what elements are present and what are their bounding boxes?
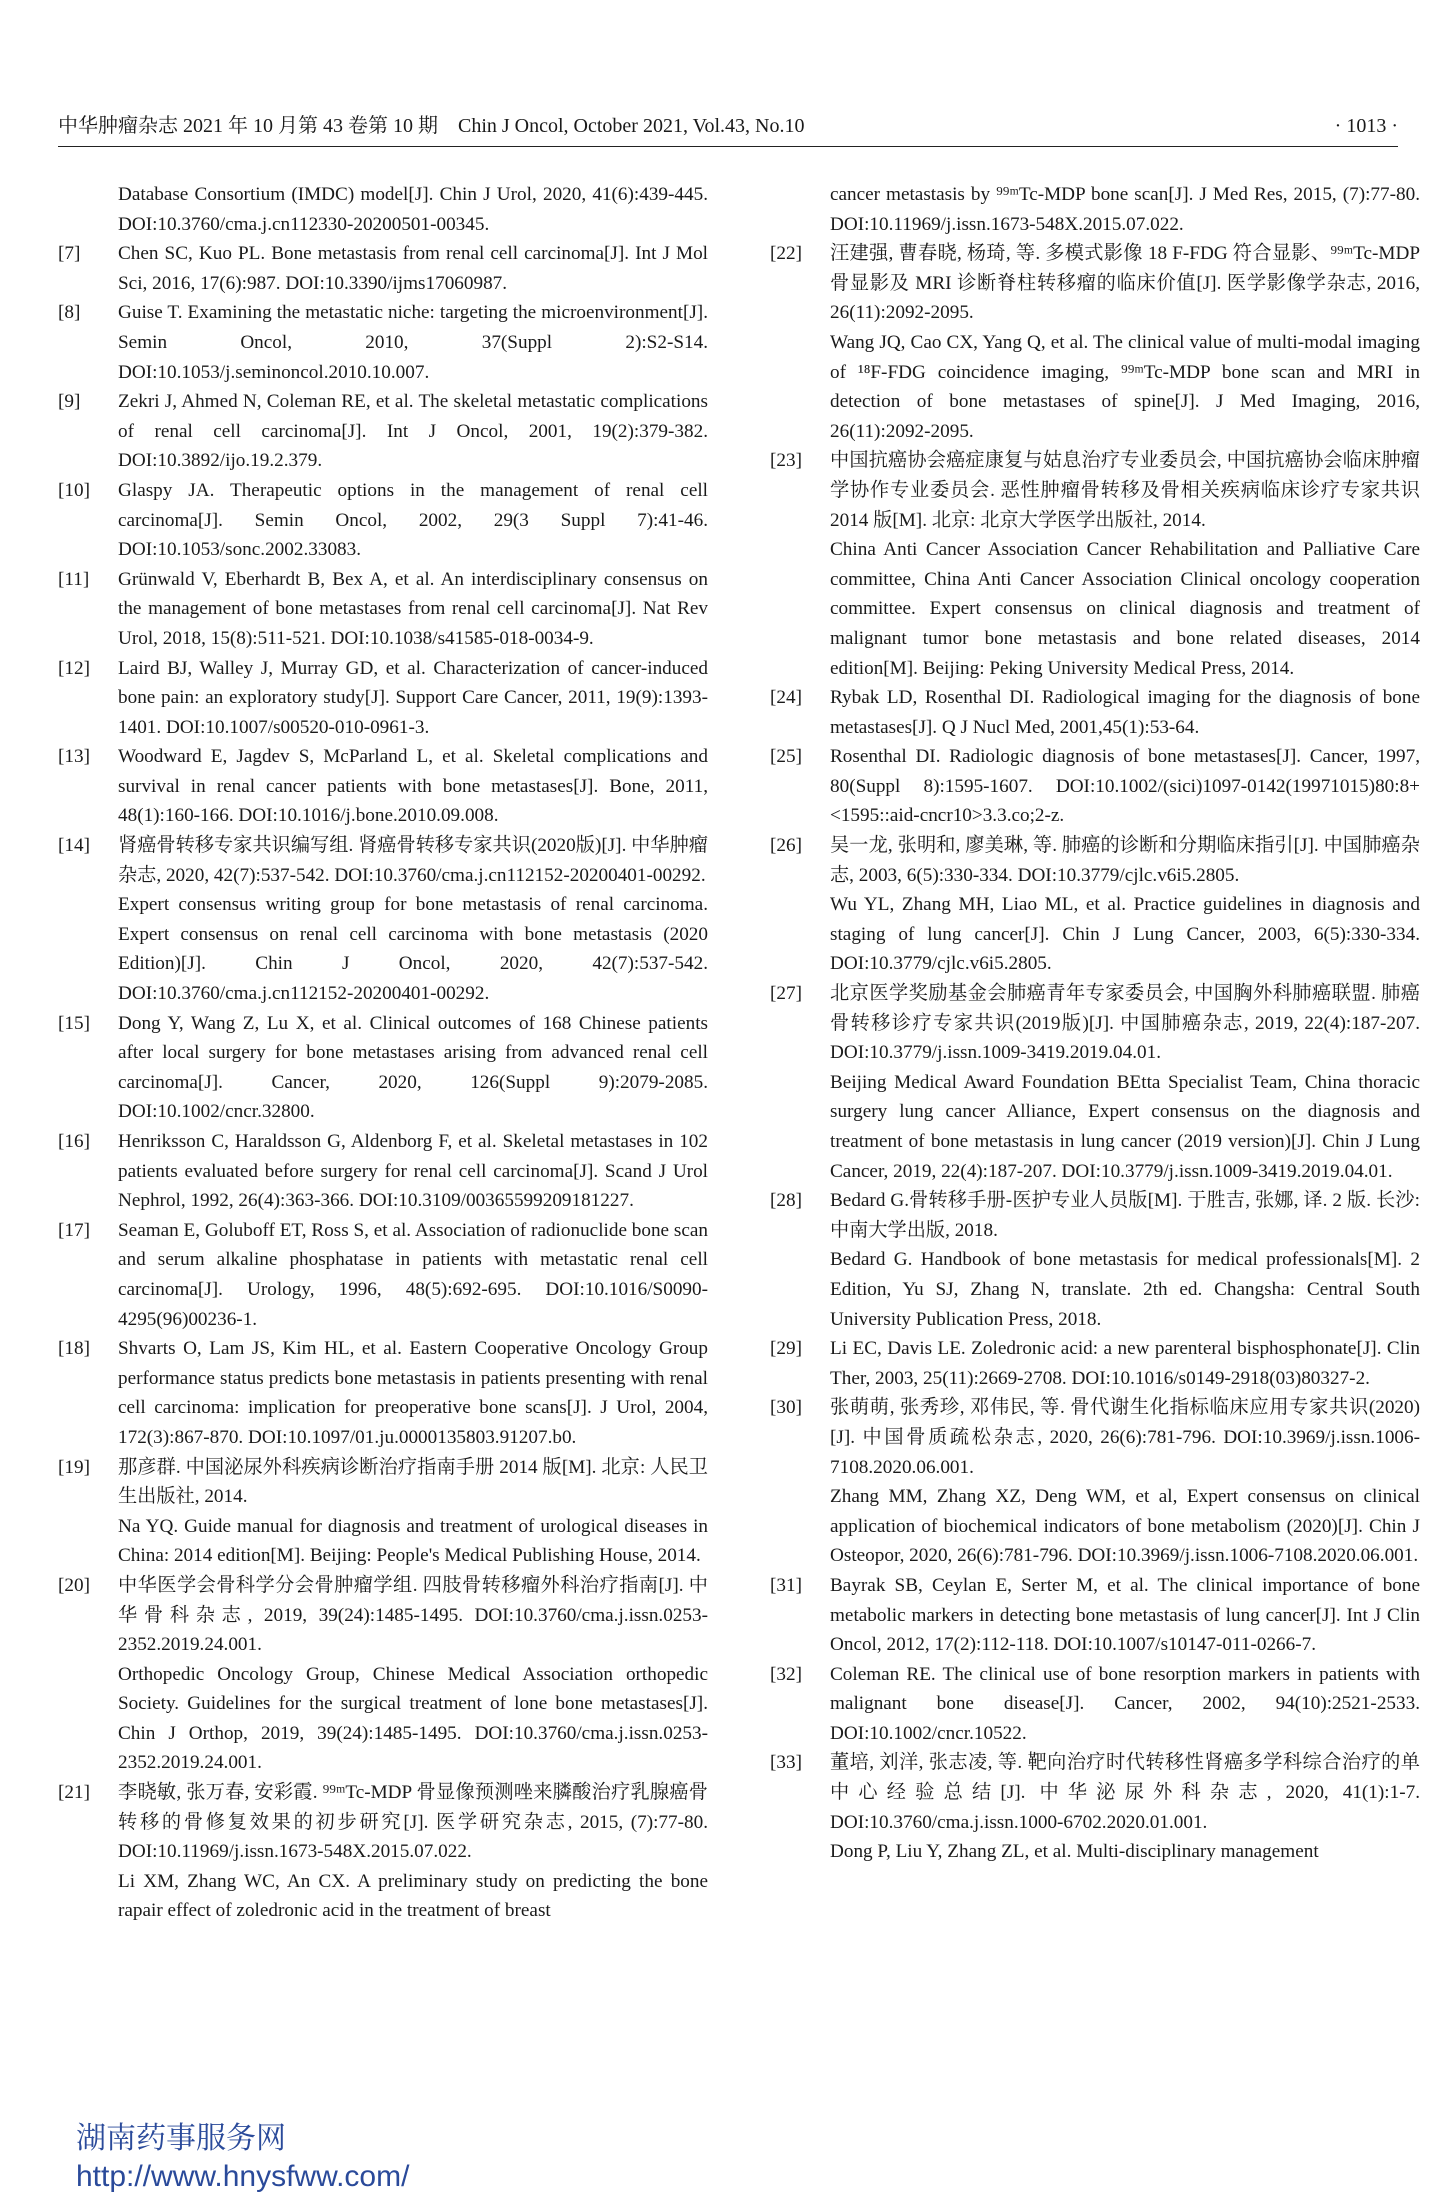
reference-text: 那彦群. 中国泌尿外科疾病诊断治疗指南手册 2014 版[M]. 北京: 人民卫生出版社, 2014. [118,1456,708,1508]
reference-number: [19] [58,1456,90,1478]
reference-item [770,1571,1420,1660]
reference-text: 肾癌骨转移专家共识编写组. 肾癌骨转移专家共识(2020版)[J]. 中华肿瘤杂志, 2020, 42(7):537-542. DOI:10.3760/cma.j.cn112152-20200401-00292. [118,835,708,886]
reference-english-translation: Bedard G. Handbook of bone metastasis for medical professionals[M]. 2 Edition, Yu SJ, Zhang N, translate. 2th ed. Changsha: Central South University Publication Press, 2018. [830,1249,1420,1330]
reference-number: [24] [770,687,802,709]
reference-column-right [770,180,1420,1867]
reference-text: Zekri J, Ahmed N, Coleman RE, et al. The skeletal metastatic complications of renal cell carcinoma[J]. Int J Oncol, 2001, 19(2):379-382. DOI:10.3892/ijo.19.2.379. [118,391,708,472]
reference-text: Bedard G.骨转移手册-医护专业人员版[M]. 于胜吉, 张娜, 译. 2 版. 长沙: 中南大学出版, 2018. [830,1190,1420,1241]
reference-item [58,1009,708,1127]
watermark-url[interactable]: http://www.hnysfww.com/ [76,2160,410,2193]
reference-number: [15] [58,1012,90,1034]
reference-number: [7] [58,243,81,265]
reference-text: 吴一龙, 张明和, 廖美琳, 等. 肺癌的诊断和分期临床指引[J]. 中国肺癌杂志, 2003, 6(5):330-334. DOI:10.3779/cjlc.v6i5.2805. [830,835,1420,886]
reference-text: Laird BJ, Walley J, Murray GD, et al. Characterization of cancer-induced bone pain: an exploratory study[J]. Support Care Cancer, 2011, 19(9):1393-1401. DOI:10.1007/s00520-010-0961-3. [118,657,708,738]
reference-number: [9] [58,391,81,413]
reference-text: Grünwald V, Eberhardt B, Bex A, et al. An interdisciplinary consensus on the management of bone metastases from renal cell carcinoma[J]. Nat Rev Urol, 2018, 15(8):511-521. DOI:10.1038/s41585-018-0034-9. [118,568,708,649]
reference-text: Rybak LD, Rosenthal DI. Radiological imaging for the diagnosis of bone metastases[J]. Q J Nucl Med, 2001,45(1):53-64. [830,687,1420,738]
reference-item [770,831,1420,979]
reference-number: [28] [770,1190,802,1212]
reference-number: [31] [770,1574,802,1596]
reference-number: [12] [58,657,90,679]
reference-text: 中华医学会骨科学分会骨肿瘤学组. 四肢骨转移瘤外科治疗指南[J]. 中华骨科杂志, 2019, 39(24):1485-1495. DOI:10.3760/cma.j.issn.0253-2352.2019.24.001. [118,1574,708,1656]
reference-number: [25] [770,746,802,768]
reference-number: [18] [58,1338,90,1360]
reference-text: Shvarts O, Lam JS, Kim HL, et al. Eastern Cooperative Oncology Group performance status predicts bone metastasis in patients presenting with renal cell carcinoma: implication for preoperative bone scans[J]. J Urol, 2004, 172(3):867-870. DOI:10.1097/01.ju.0000135803.91207.b0. [118,1338,708,1448]
reference-text: Li EC, Davis LE. Zoledronic acid: a new parenteral bisphosphonate[J]. Clin Ther, 2003, 25(11):2669-2708. DOI:10.1016/s0149-2918(03)80327-2. [830,1338,1420,1389]
reference-number: [11] [58,568,90,590]
reference-item [770,239,1420,446]
reference-item [58,1216,708,1334]
reference-number: [20] [58,1574,90,1596]
reference-item [58,298,708,387]
reference-number: [27] [770,983,802,1005]
reference-column-left [58,180,708,1926]
reference-number: [14] [58,835,90,857]
reference-item [58,565,708,654]
reference-number: [8] [58,302,81,324]
reference-text: Chen SC, Kuo PL. Bone metastasis from renal cell carcinoma[J]. Int J Mol Sci, 2016, 17(6):987. DOI:10.3390/ijms17060987. [118,243,708,294]
watermark-footer [76,2120,409,2196]
reference-item [770,1393,1420,1571]
reference-english-translation: Wang JQ, Cao CX, Yang Q, et al. The clinical value of multi-modal imaging of ¹⁸F-FDG coincidence imaging, ⁹⁹ᵐTc-MDP bone scan and MRI in detection of bone metastases of spine[J]. J Med Imaging, 2016, 26(11):2092-2095. [830,331,1420,442]
reference-text: Guise T. Examining the metastatic niche: targeting the microenvironment[J]. Semin Oncol, 2010, 37(Suppl 2):S2-S14. DOI:10.1053/j.seminoncol.2010.10.007. [118,302,708,383]
reference-item [58,831,708,1009]
running-header [58,112,1398,146]
reference-item [770,683,1420,742]
reference-english-translation: Li XM, Zhang WC, An CX. A preliminary study on predicting the bone rapair effect of zoledronic acid in the treatment of breast [118,1870,708,1922]
reference-number: [21] [58,1782,90,1804]
reference-english-translation: Expert consensus writing group for bone metastasis of renal carcinoma. Expert consensus on renal cell carcinoma with bone metastasis (2020 Edition)[J]. Chin J Oncol, 2020, 42(7):537-542. DOI:10.3760/cma.j.cn112152-20200401-00292. [118,894,708,1005]
journal-citation-header: 中华肿瘤杂志 2021 年 10 月第 43 卷第 10 期 Chin J Oncol, October 2021, Vol.43, No.10 [58,115,805,137]
page-number: · 1013 · [1334,115,1398,137]
reference-item [58,1778,708,1926]
reference-item [58,1453,708,1571]
header-divider [58,146,1398,147]
reference-item [58,1571,708,1778]
watermark-site-name: 湖南药事服务网 [76,2122,286,2155]
reference-number: [29] [770,1338,802,1360]
reference-english-translation: Orthopedic Oncology Group, Chinese Medical Association orthopedic Society. Guidelines for the surgical treatment of lone bone metastases[J]. Chin J Orthop, 2019, 39(24):1485-1495. DOI:10.3760/cma.j.issn.0253-2352.2019.24.001. [118,1663,708,1774]
reference-number: [13] [58,746,90,768]
reference-item [58,742,708,831]
reference-item [770,1748,1420,1866]
reference-item [770,1334,1420,1393]
reference-number: [26] [770,835,802,857]
reference-continuation: Database Consortium (IMDC) model[J]. Chin J Urol, 2020, 41(6):439-445. DOI:10.3760/cma.j.cn112330-20200501-00345. [118,184,708,235]
reference-text: 张萌萌, 张秀珍, 邓伟民, 等. 骨代谢生化指标临床应用专家共识(2020)[J]. 中国骨质疏松杂志, 2020, 26(6):781-796. DOI:10.3969/j.issn.1006-7108.2020.06.001. [830,1397,1420,1478]
reference-number: [30] [770,1397,802,1419]
reference-text: 董培, 刘洋, 张志凌, 等. 靶向治疗时代转移性肾癌多学科综合治疗的单中心经验总结[J]. 中华泌尿外科杂志, 2020, 41(1):1-7. DOI:10.3760/cma.j.issn.1000-6702.2020.01.001. [830,1752,1420,1833]
reference-number: [10] [58,479,90,501]
reference-item [770,1186,1420,1334]
reference-item [58,476,708,565]
reference-item [58,1334,708,1452]
reference-item [58,387,708,476]
reference-number: [32] [770,1663,802,1685]
reference-text: Henriksson C, Haraldsson G, Aldenborg F, et al. Skeletal metastases in 102 patients evaluated before surgery for renal cell carcinoma[J]. Scand J Urol Nephrol, 1992, 26(4):363-366. DOI:10.3109/00365599209181227. [118,1131,708,1212]
reference-item [58,1127,708,1216]
reference-english-translation: Dong P, Liu Y, Zhang ZL, et al. Multi-disciplinary management [830,1841,1319,1863]
reference-text: 李晓敏, 张万春, 安彩霞. ⁹⁹ᵐTc-MDP 骨显像预测唑来膦酸治疗乳腺癌骨转移的骨修复效果的初步研究[J]. 医学研究杂志, 2015, (7):77-80. DOI:10.11969/j.issn.1673-548X.2015.07.022. [118,1782,708,1863]
reference-text: Seaman E, Goluboff ET, Ross S, et al. Association of radionuclide bone scan and serum alkaline phosphatase in patients with metastatic renal cell carcinoma[J]. Urology, 1996, 48(5):692-695. DOI:10.1016/S0090-4295(96)00236-1. [118,1219,708,1330]
reference-list-right [770,239,1420,1867]
reference-number: [17] [58,1219,90,1241]
reference-item [58,239,708,298]
reference-number: [22] [770,243,802,265]
reference-text: 北京医学奖励基金会肺癌青年专家委员会, 中国胸外科肺癌联盟. 肺癌骨转移诊疗专家共识(2019版)[J]. 中国肺癌杂志, 2019, 22(4):187-207. DOI:10.3779/j.issn.1009-3419.2019.04.01. [830,983,1420,1064]
reference-text: Glaspy JA. Therapeutic options in the management of renal cell carcinoma[J]. Semin Oncol, 2002, 29(3 Suppl 7):41-46. DOI:10.1053/sonc.2002.33083. [118,479,708,561]
reference-text: 汪建强, 曹春晓, 杨琦, 等. 多模式影像 18 F-FDG 符合显影、⁹⁹ᵐTc-MDP 骨显影及 MRI 诊断脊柱转移瘤的临床价值[J]. 医学影像学杂志, 2016, 26(11):2092-2095. [830,243,1420,324]
reference-item [58,654,708,743]
reference-english-translation: Zhang MM, Zhang XZ, Deng WM, et al, Expert consensus on clinical application of biochemical indicators of bone metabolism (2020)[J]. Chin J Osteopor, 2020, 26(6):781-796. DOI:10.3969/j.issn.1006-7108.2020.06.001. [830,1486,1420,1567]
reference-item [770,742,1420,831]
reference-number: [16] [58,1131,90,1152]
reference-item [770,979,1420,1186]
reference-number: [23] [770,450,802,472]
reference-number: [33] [770,1752,802,1774]
reference-english-translation: Beijing Medical Award Foundation BEtta Specialist Team, China thoracic surgery lung cancer Alliance, Expert consensus on the diagnosis and treatment of bone metastasis in lung cancer (2019 version)[J]. Chin J Lung Cancer, 2019, 22(4):187-207. DOI:10.3779/j.issn.1009-3419.2019.04.01. [830,1071,1420,1182]
reference-item [770,1660,1420,1749]
reference-item [770,446,1420,683]
reference-text: Woodward E, Jagdev S, McParland L, et al. Skeletal complications and survival in renal cancer patients with bone metastases[J]. Bone, 2011, 48(1):160-166. DOI:10.1016/j.bone.2010.09.008. [118,746,708,827]
reference-english-translation: China Anti Cancer Association Cancer Rehabilitation and Palliative Care committee, China Anti Cancer Association Clinical oncology cooperation committee. Expert consensus on clinical diagnosis and treatment of malignant tumor bone metastasis and bone related diseases, 2014 edition[M]. Beijing: Peking University Medical Press, 2014. [830,539,1420,679]
reference-text: Dong Y, Wang Z, Lu X, et al. Clinical outcomes of 168 Chinese patients after local surgery for bone metastases arising from advanced renal cell carcinoma[J]. Cancer, 2020, 126(Suppl 9):2079-2085. DOI:10.1002/cncr.32800. [118,1012,708,1123]
reference-english-translation: Wu YL, Zhang MH, Liao ML, et al. Practice guidelines in diagnosis and staging of lung cancer[J]. Chin J Lung Cancer, 2003, 6(5):330-334. DOI:10.3779/cjlc.v6i5.2805. [830,894,1420,975]
reference-text: 中国抗癌协会癌症康复与姑息治疗专业委员会, 中国抗癌协会临床肿瘤学协作专业委员会. 恶性肿瘤骨转移及骨相关疾病临床诊疗专家共识 2014 版[M]. 北京: 北京大学医学出版社, 2014. [830,450,1420,531]
reference-list-left [58,239,708,1926]
reference-text: Coleman RE. The clinical use of bone resorption markers in patients with malignant bone disease[J]. Cancer, 2002, 94(10):2521-2533. DOI:10.1002/cncr.10522. [830,1663,1420,1744]
reference-continuation: cancer metastasis by ⁹⁹ᵐTc-MDP bone scan[J]. J Med Res, 2015, (7):77-80. DOI:10.11969/j.issn.1673-548X.2015.07.022. [830,184,1420,235]
reference-text: Rosenthal DI. Radiologic diagnosis of bone metastases[J]. Cancer, 1997, 80(Suppl 8):1595-1607. DOI:10.1002/(sici)1097-0142(19971015)80:8+<1595::aid-cncr10>3.3.co;2-z. [830,746,1420,827]
reference-english-translation: Na YQ. Guide manual for diagnosis and treatment of urological diseases in China: 2014 edition[M]. Beijing: People's Medical Publishing House, 2014. [118,1515,708,1567]
reference-text: Bayrak SB, Ceylan E, Serter M, et al. The clinical importance of bone metabolic markers in detecting bone metastasis of lung cancer[J]. Int J Clin Oncol, 2012, 17(2):112-118. DOI:10.1007/s10147-011-0266-7. [830,1574,1420,1656]
